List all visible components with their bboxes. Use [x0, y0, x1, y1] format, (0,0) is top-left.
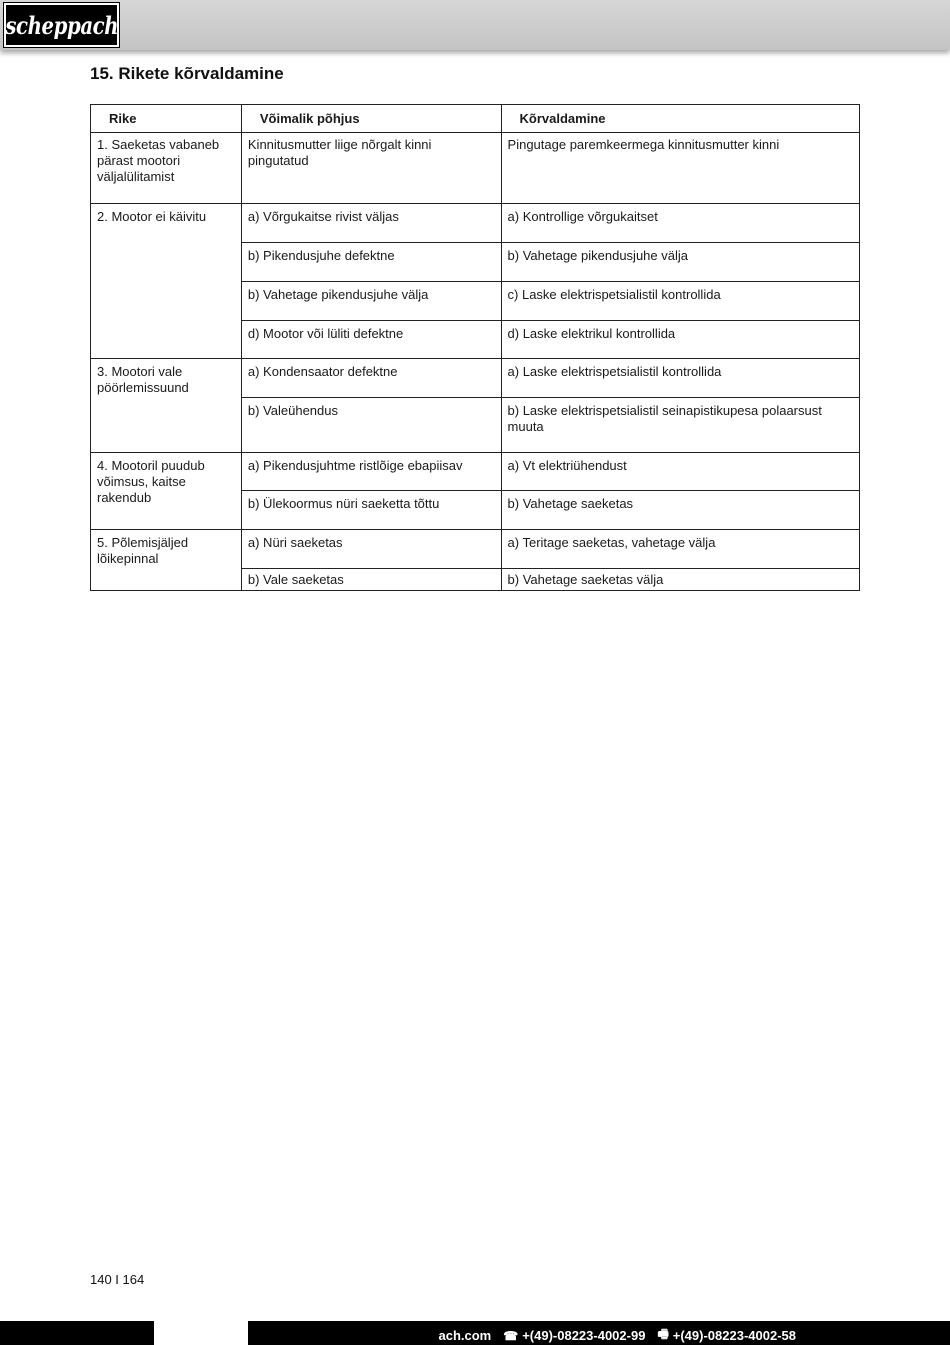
remedy-cell: Pingutage paremkeermega kinnitusmutter kinni — [501, 133, 859, 204]
section-title: 15. Rikete kõrvaldamine — [90, 64, 284, 83]
table-row — [91, 359, 860, 398]
page-number: 140 I 164 — [90, 1272, 145, 1287]
website-text: ach.com — [438, 1328, 492, 1343]
troubleshooting-table — [90, 104, 860, 591]
brand-logo — [4, 3, 119, 47]
cause-cell: d) Mootor või lüliti defektne — [241, 321, 501, 359]
cause-cell: b) Vahetage pikendusjuhe välja — [241, 282, 501, 321]
fax-text: +(49)-08223-4002-58 — [672, 1328, 796, 1343]
fax-icon: 🖷 — [657, 1327, 669, 1341]
remedy-cell: b) Vahetage pikendusjuhe välja — [501, 243, 859, 282]
cause-cell: Kinnitusmutter liige nõrgalt kinni pingutatud — [241, 133, 501, 204]
cause-cell: a) Pikendusjuhtme ristlõige ebapiisav — [241, 453, 501, 491]
fault-cell: 4. Mootoril puudub võimsus, kaitse rakendub — [91, 453, 242, 530]
cause-cell: b) Vale saeketas — [241, 569, 501, 591]
cause-cell: b) Valeühendus — [241, 398, 501, 453]
column-header-fault: Rike — [91, 105, 242, 133]
cause-cell: a) Võrgukaitse rivist väljas — [241, 204, 501, 243]
remedy-cell: d) Laske elektrikul kontrollida — [501, 321, 859, 359]
page-header — [0, 0, 950, 50]
table-row — [91, 204, 860, 243]
footer-website — [439, 1328, 492, 1343]
table-row — [91, 133, 860, 204]
remedy-cell: a) Vt elektriühendust — [501, 453, 859, 491]
remedy-cell: b) Laske elektrispetsialistil seinapistikupesa polaarsust muuta — [501, 398, 859, 453]
remedy-cell: b) Vahetage saeketas välja — [501, 569, 859, 591]
remedy-cell: a) Teritage saeketas, vahetage välja — [501, 530, 859, 569]
footer-phone — [503, 1328, 645, 1343]
remedy-cell: a) Kontrollige võrgukaitset — [501, 204, 859, 243]
fault-cell: 5. Põlemisjäljed lõikepinnal — [91, 530, 242, 591]
brand-logo-text: scheppach — [5, 10, 118, 40]
fault-cell: 2. Mootor ei käivitu — [91, 204, 242, 359]
column-header-cause: Võimalik põhjus — [241, 105, 501, 133]
phone-icon: ☎ — [503, 1328, 519, 1343]
column-header-remedy: Kõrvaldamine — [501, 105, 859, 133]
table-row — [91, 530, 860, 569]
cause-cell: a) Nüri saeketas — [241, 530, 501, 569]
remedy-cell: b) Vahetage saeketas — [501, 491, 859, 530]
fault-cell: 3. Mootori vale pöörlemissuund — [91, 359, 242, 453]
cause-cell: b) Ülekoormus nüri saeketta tõttu — [241, 491, 501, 530]
footer-bar — [248, 1321, 950, 1345]
footer-fax — [657, 1325, 796, 1345]
table-header-row — [91, 105, 860, 133]
cause-cell: a) Kondensaator defektne — [241, 359, 501, 398]
table-row — [91, 453, 860, 491]
remedy-cell: a) Laske elektrispetsialistil kontrollida — [501, 359, 859, 398]
phone-text: +(49)-08223-4002-99 — [522, 1328, 646, 1343]
remedy-cell: c) Laske elektrispetsialistil kontrollida — [501, 282, 859, 321]
fault-cell: 1. Saeketas vabaneb pärast mootori väljalülitamist — [91, 133, 242, 204]
cause-cell: b) Pikendusjuhe defektne — [241, 243, 501, 282]
footer-bar-left — [0, 1321, 154, 1345]
footer-contact — [439, 1325, 797, 1345]
